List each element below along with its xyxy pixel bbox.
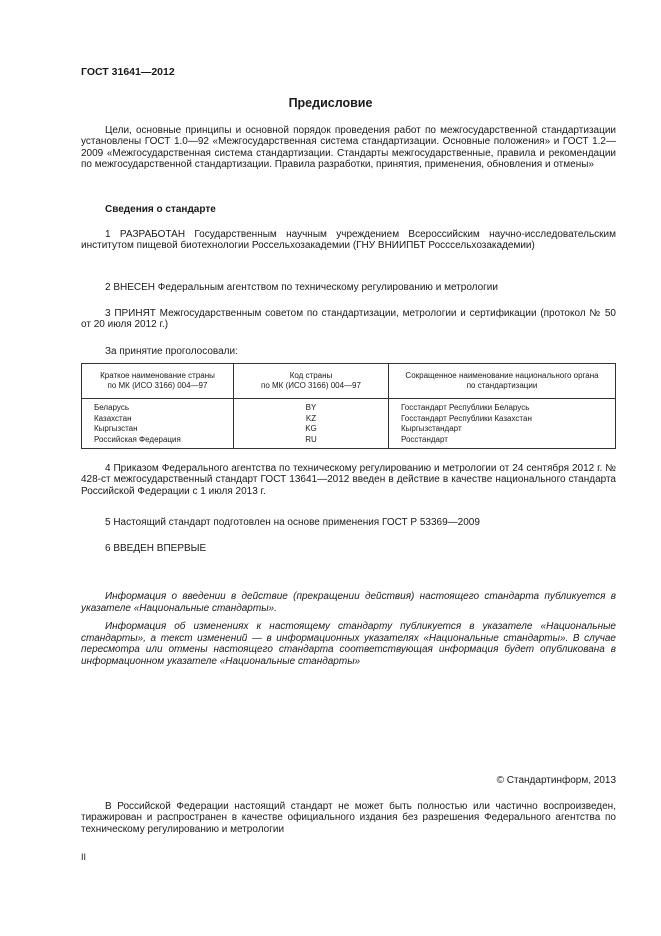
column-header-body <box>389 364 616 399</box>
votes-label-text: За принятие проголосовали: <box>105 346 238 357</box>
intro-text: Цели, основные принципы и основной порядок проведения работ по межгосударственной стандартизации установлены ГОСТ 1.0—92 «Межгосударственная система стандартизации. Основные положения» и ГОСТ 1.2—2009 «Межгосударственная система стандартизации. Стандарты межгосударственные, правила и рекомендации по межгосударственной стандартизации. Правила разработки, принятия, применения, обновления и отмены» <box>81 125 616 171</box>
notice-1 <box>81 591 616 614</box>
document-header: ГОСТ 31641—2012 <box>81 66 175 78</box>
cell-body: Госстандарт Республики Казахстан <box>401 413 532 423</box>
cell-country: Казахстан <box>82 414 234 425</box>
column-header-country <box>82 364 234 399</box>
column-header-code <box>234 364 389 399</box>
header-text: Сокращенное наименование национального органа <box>405 371 599 380</box>
table-header-row <box>82 364 616 399</box>
notice-2-text: Информация об изменениях к настоящему стандарту публикуется в указателе «Национальные стандарты», а текст изменений — в информационных указателях «Национальные стандарты». В случае пересмотра или отмены настоящего стандарта соответствующая информация будет опубликована в информационном указателе «Национальные стандарты» <box>81 621 616 667</box>
restriction-notice <box>81 801 616 835</box>
table-row <box>82 435 616 449</box>
table-row <box>82 399 616 414</box>
cell-body: Кыргызстандарт <box>401 424 462 434</box>
cell-code: KG <box>234 424 389 435</box>
cell-body: Росстандарт <box>401 434 448 444</box>
header-text: Краткое наименование страны <box>100 371 215 380</box>
page-title: Предисловие <box>288 96 373 110</box>
foreword-intro <box>81 125 616 171</box>
item-2-text: 2 ВНЕСЕН Федеральным агентством по техническому регулированию и метрологии <box>105 282 498 293</box>
item-3 <box>81 308 616 331</box>
header-text: по МК (ИСО 3166) 004—97 <box>107 381 208 390</box>
item-5-text: 5 Настоящий стандарт подготовлен на основе применения ГОСТ Р 53369—2009 <box>105 517 480 528</box>
voting-table <box>81 363 616 449</box>
item-5 <box>81 517 616 528</box>
item-6-text: 6 ВВЕДЕН ВПЕРВЫЕ <box>105 543 207 554</box>
item-4 <box>81 463 616 497</box>
page-number: II <box>81 852 87 862</box>
notice-1-text: Информация о введении в действие (прекращении действия) настоящего стандарта публикуется в указателе «Национальные стандарты». <box>81 591 616 614</box>
cell-country: Беларусь <box>82 399 234 414</box>
item-1 <box>81 229 616 252</box>
item-3-text: 3 ПРИНЯТ Межгосударственным советом по стандартизации, метрологии и сертификации (протокол № 50 от 20 июля 2012 г.) <box>81 308 616 331</box>
header-text: по стандартизации <box>466 381 538 390</box>
header-text: по МК (ИСО 3166) 004—97 <box>261 381 361 390</box>
cell-code: BY <box>234 399 389 414</box>
section-heading: Сведения о стандарте <box>105 204 216 215</box>
cell-code: RU <box>234 435 389 449</box>
cell-country: Кыргызстан <box>82 424 234 435</box>
notice-2 <box>81 621 616 667</box>
item-6 <box>81 543 616 554</box>
cell-body: Госстандарт Республики Беларусь <box>401 403 530 412</box>
copyright: © Стандартинформ, 2013 <box>496 775 616 786</box>
item-4-text: 4 Приказом Федерального агентства по техническому регулированию и метрологии от 24 сентября 2012 г. № 428-ст межгосударственный стандарт ГОСТ 13641—2012 введен в действие в качестве национального стандарта Российской Федерации с 1 июля 2013 г. <box>81 463 616 497</box>
table-row <box>82 424 616 435</box>
header-text: Код страны <box>289 371 333 380</box>
restriction-text: В Российской Федерации настоящий стандарт не может быть полностью или частично воспроизведен, тиражирован и распространен в качестве официального издания без разрешения Федерального агентства по техническому регулированию и метрологии <box>81 801 616 835</box>
table-row <box>82 414 616 425</box>
item-1-text: 1 РАЗРАБОТАН Государственным научным учреждением Всероссийским научно-исследовательским институтом пищевой биотехнологии Россельхозакадемии (ГНУ ВНИИПБТ Росссельхозакадемии) <box>81 229 616 252</box>
votes-label <box>81 346 616 357</box>
item-2 <box>81 282 616 293</box>
cell-country: Российская Федерация <box>82 435 234 449</box>
cell-code: KZ <box>234 414 389 425</box>
